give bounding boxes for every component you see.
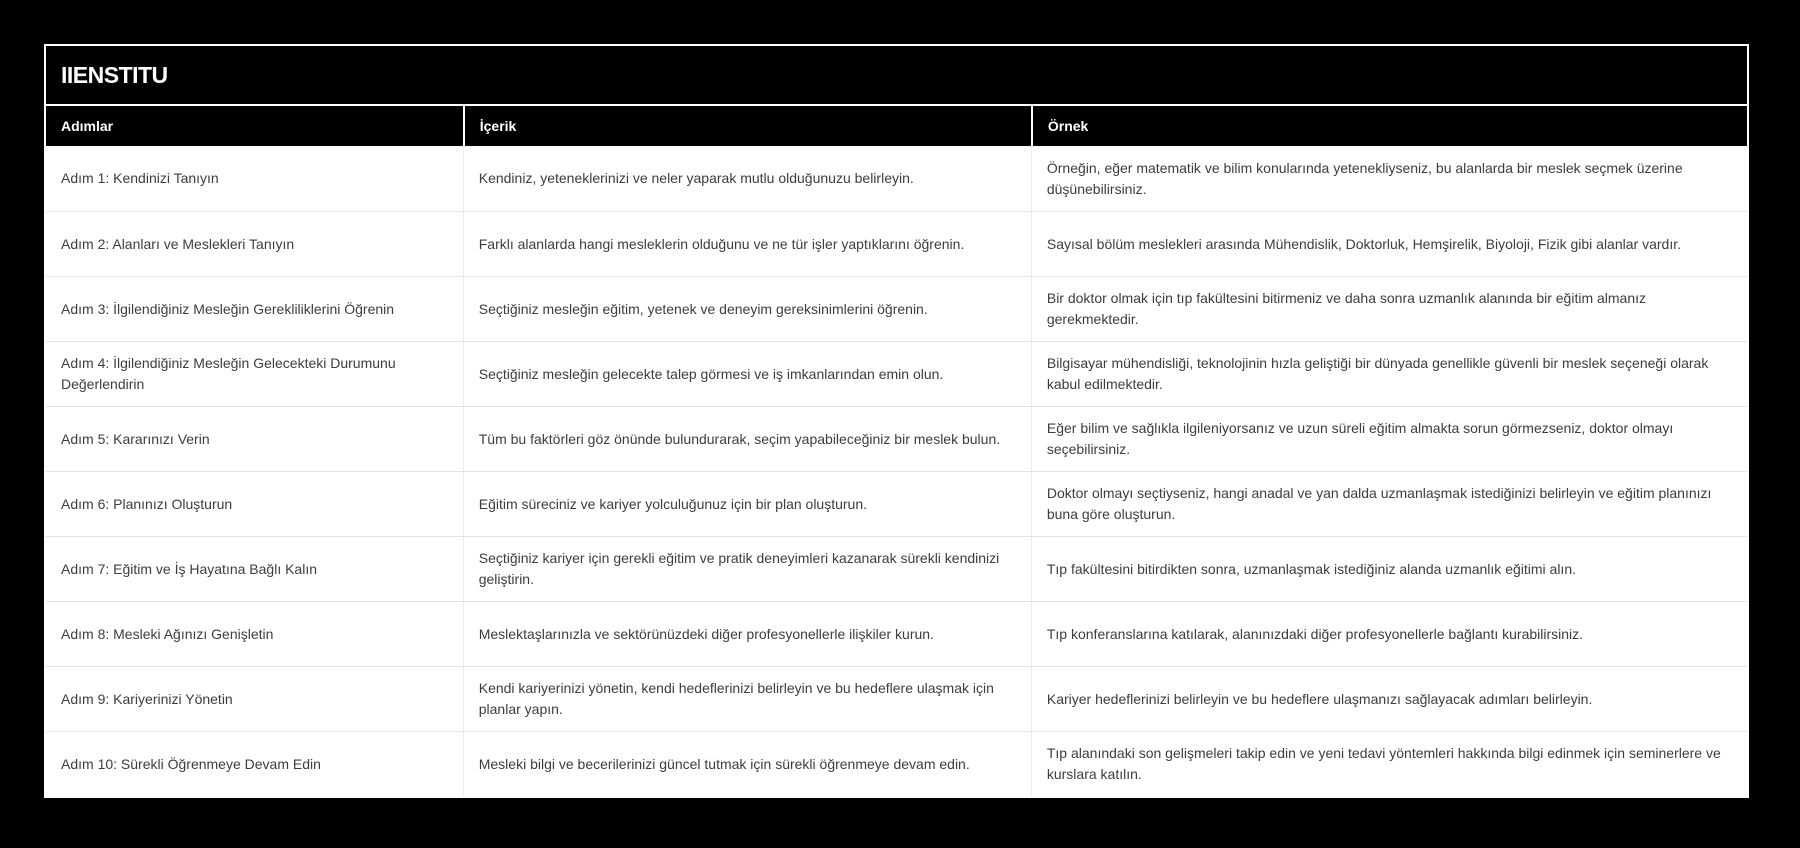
- cell-icerik-10: [463, 732, 1031, 796]
- cell-ornek-9-text: Kariyer hedeflerinizi belirleyin ve bu hedeflere ulaşmanızı sağlayacak adımları belirleyin.: [1046, 690, 1593, 707]
- cell-adim-7: [46, 537, 463, 601]
- cell-icerik-9: [463, 667, 1031, 731]
- cell-icerik-8-text: Meslektaşlarınızla ve sektörünüzdeki diğer profesyonellerle ilişkiler kurun.: [478, 625, 934, 642]
- cell-ornek-5: [1031, 407, 1747, 471]
- cell-ornek-3: [1031, 277, 1747, 341]
- cell-adim-10: [46, 732, 463, 796]
- cell-ornek-1-text: Örneğin, eğer matematik ve bilim konularında yetenekliyseniz, bu alanlarda bir meslek seçmek üzerine düşünebilirsiniz.: [1046, 159, 1683, 197]
- table-row-8: [46, 601, 1747, 666]
- cell-ornek-9: [1031, 667, 1747, 731]
- cell-adim-1-text: Adım 1: Kendinizi Tanıyın: [61, 170, 219, 186]
- cell-icerik-5-text: Tüm bu faktörleri göz önünde bulundurarak, seçim yapabileceğiniz bir meslek bulun.: [478, 430, 1001, 447]
- cell-icerik-4-text: Seçtiğiniz mesleğin gelecekte talep görmesi ve iş imkanlarından emin olun.: [478, 365, 944, 382]
- cell-ornek-8: [1031, 602, 1747, 666]
- column-header-icerik: İçerik: [463, 106, 1031, 146]
- cell-ornek-2: [1031, 212, 1747, 276]
- cell-adim-9-text: Adım 9: Kariyerinizi Yönetin: [61, 690, 233, 707]
- career-steps-table: [44, 44, 1749, 798]
- cell-adim-4: [46, 342, 463, 406]
- cell-ornek-2-text: Sayısal bölüm meslekleri arasında Mühendislik, Doktorluk, Hemşirelik, Biyoloji, Fizik gibi alanlar vardır.: [1046, 235, 1681, 252]
- table-row-10: [46, 731, 1747, 796]
- cell-adim-3: [46, 277, 463, 341]
- table-row-5: [46, 406, 1747, 471]
- cell-adim-6-text: Adım 6: Planınızı Oluşturun: [61, 495, 233, 512]
- cell-ornek-4: [1031, 342, 1747, 406]
- cell-icerik-1-text: Kendiniz, yeteneklerinizi ve neler yaparak mutlu olduğunuzu belirleyin.: [478, 170, 914, 186]
- cell-icerik-10-text: Mesleki bilgi ve becerilerinizi güncel tutmak için sürekli öğrenmeye devam edin.: [478, 755, 970, 772]
- cell-icerik-1: [463, 146, 1031, 211]
- cell-icerik-2: [463, 212, 1031, 276]
- cell-icerik-6-text: Eğitim süreciniz ve kariyer yolculuğunuz için bir plan oluşturun.: [478, 495, 868, 512]
- table-row-3: [46, 276, 1747, 341]
- cell-adim-6: [46, 472, 463, 536]
- cell-ornek-10-text: Tıp alanındaki son gelişmeleri takip edin ve yeni tedavi yöntemleri hakkında bilgi edinmek için seminerlere ve kurslara katılın.: [1046, 745, 1721, 782]
- cell-adim-10-text: Adım 10: Sürekli Öğrenmeye Devam Edin: [61, 755, 321, 772]
- cell-ornek-4-text: Bilgisayar mühendisliği, teknolojinin hızla geliştiği bir dünyada genellikle güvenli bir meslek seçeneği olarak kabul edilmektedir.: [1046, 355, 1709, 392]
- cell-icerik-7-text: Seçtiğiniz kariyer için gerekli eğitim ve pratik deneyimleri kazanarak sürekli kendinizi geliştirin.: [478, 550, 1000, 587]
- cell-icerik-7: [463, 537, 1031, 601]
- cell-ornek-10: [1031, 732, 1747, 796]
- cell-icerik-6: [463, 472, 1031, 536]
- cell-adim-3-text: Adım 3: İlgilendiğiniz Mesleğin Gerekliliklerini Öğrenin: [61, 300, 395, 317]
- cell-adim-8: [46, 602, 463, 666]
- cell-ornek-8-text: Tıp konferanslarına katılarak, alanınızdaki diğer profesyonellerle bağlantı kurabilirsiniz.: [1046, 625, 1584, 642]
- cell-adim-5: [46, 407, 463, 471]
- cell-ornek-5-text: Eğer bilim ve sağlıkla ilgileniyorsanız ve uzun süreli eğitim almakta sorun görmezseniz, doktor olmayı seçebilirsiniz.: [1046, 420, 1674, 457]
- table-row-7: [46, 536, 1747, 601]
- cell-icerik-4: [463, 342, 1031, 406]
- table-row-4: [46, 341, 1747, 406]
- table-row-1: [46, 146, 1747, 211]
- cell-adim-2-text: Adım 2: Alanları ve Meslekleri Tanıyın: [61, 235, 295, 252]
- cell-ornek-7-text: Tıp fakültesini bitirdikten sonra, uzmanlaşmak istediğiniz alanda uzmanlık eğitimi alın.: [1046, 560, 1576, 577]
- table-body: [46, 146, 1747, 796]
- table-row-6: [46, 471, 1747, 536]
- cell-icerik-3-text: Seçtiğiniz mesleğin eğitim, yetenek ve deneyim gereksinimlerini öğrenin.: [478, 300, 928, 317]
- column-header-adimlar: Adımlar: [46, 106, 463, 146]
- cell-icerik-9-text: Kendi kariyerinizi yönetin, kendi hedeflerinizi belirleyin ve bu hedeflere ulaşmak için planlar yapın.: [478, 680, 994, 717]
- cell-adim-7-text: Adım 7: Eğitim ve İş Hayatına Bağlı Kalın: [61, 560, 318, 577]
- cell-ornek-7: [1031, 537, 1747, 601]
- cell-adim-1: [46, 146, 463, 211]
- table-row-2: [46, 211, 1747, 276]
- cell-adim-2: [46, 212, 463, 276]
- cell-icerik-5: [463, 407, 1031, 471]
- table-title-bar: [46, 46, 1747, 104]
- cell-ornek-6-text: Doktor olmayı seçtiyseniz, hangi anadal ve yan dalda uzmanlaşmak istediğinizi belirleyin ve eğitim planınızı buna göre oluşturun.: [1046, 485, 1712, 522]
- table-header-row: [46, 104, 1747, 146]
- cell-icerik-8: [463, 602, 1031, 666]
- cell-adim-8-text: Adım 8: Mesleki Ağınızı Genişletin: [61, 625, 274, 642]
- cell-ornek-3-text: Bir doktor olmak için tıp fakültesini bitirmeniz ve daha sonra uzmanlık alanında bir eğitim almanız gerekmektedir.: [1046, 290, 1647, 327]
- cell-icerik-2-text: Farklı alanlarda hangi mesleklerin olduğunu ve ne tür işler yaptıklarını öğrenin.: [478, 235, 965, 252]
- cell-adim-9: [46, 667, 463, 731]
- cell-ornek-6: [1031, 472, 1747, 536]
- cell-ornek-1: [1031, 146, 1747, 211]
- table-row-9: [46, 666, 1747, 731]
- table-title: IIENSTITU: [61, 61, 168, 88]
- cell-icerik-3: [463, 277, 1031, 341]
- cell-adim-4-text: Adım 4: İlgilendiğiniz Mesleğin Gelecekteki Durumunu Değerlendirin: [61, 355, 396, 392]
- cell-adim-5-text: Adım 5: Kararınızı Verin: [61, 430, 210, 447]
- column-header-ornek: Örnek: [1031, 106, 1747, 146]
